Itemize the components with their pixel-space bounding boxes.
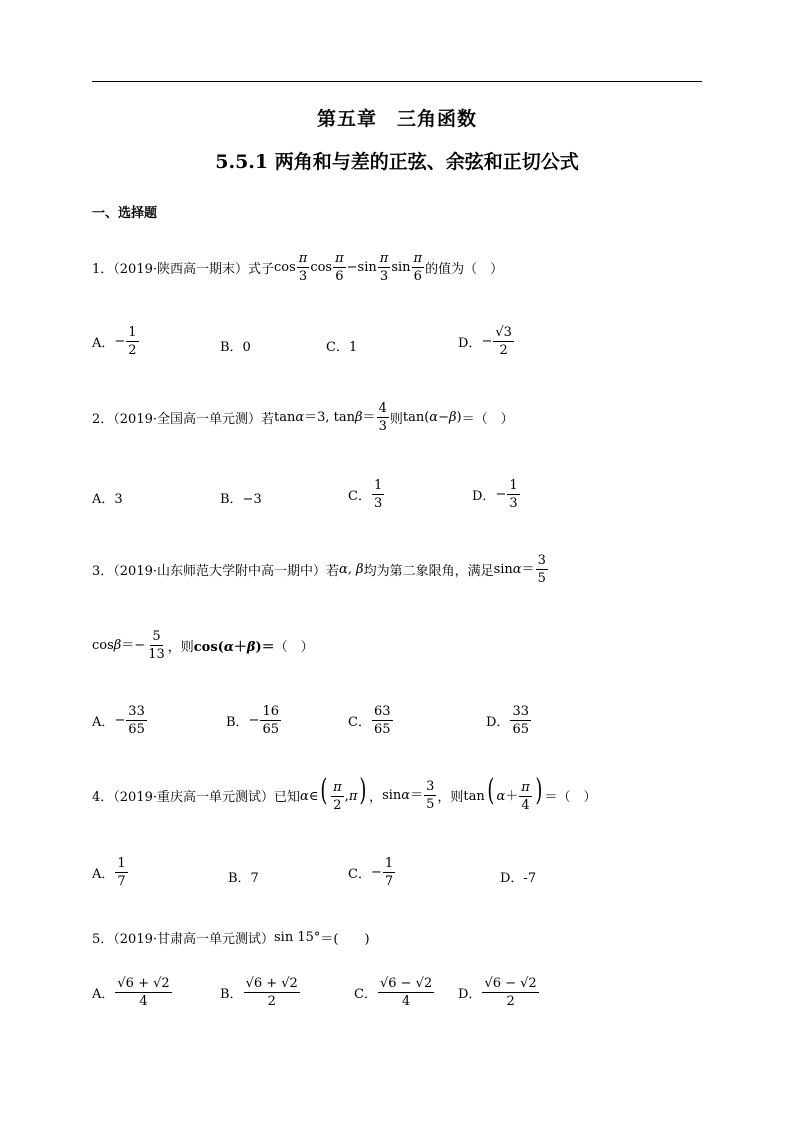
q1-suffix: 的值为（ ） bbox=[425, 262, 504, 277]
q5-option-d[interactable]: D． $\frac{√6 - √2}{2}$ bbox=[458, 976, 537, 1009]
q4-tan-expression: tan( α＋ $\frac{\pi}{4}$ ) bbox=[463, 773, 543, 813]
question-4-stem bbox=[92, 773, 597, 814]
q4-prefix: 4．（2019·重庆高一单元测试）已知 bbox=[92, 789, 300, 805]
q5-expression: sin 15° bbox=[274, 930, 321, 945]
q1-option-d[interactable]: D． − $\frac{√3}{2}$ bbox=[458, 325, 512, 358]
q4-mid-2: ，则 bbox=[437, 789, 464, 805]
q3-prefix: 3．（2019·山东师范大学附中高一期中）若 bbox=[92, 564, 339, 579]
q2-option-b[interactable]: B．−3 bbox=[220, 492, 262, 507]
section-title: 5.5.1 两角和与差的正弦、余弦和正切公式 bbox=[215, 151, 579, 173]
question-5-stem bbox=[92, 928, 370, 947]
q4-mid: ， bbox=[369, 789, 383, 805]
q4-option-a[interactable]: A． $\frac{1}{7}$ bbox=[92, 856, 126, 889]
header-rule bbox=[92, 81, 702, 82]
q2-suffix: ＝（ ） bbox=[461, 412, 514, 427]
q2-option-a[interactable]: A．3 bbox=[92, 492, 123, 507]
q1-option-b[interactable]: B．0 bbox=[220, 340, 251, 355]
q2-mid: 则 bbox=[389, 412, 403, 427]
question-2-stem bbox=[92, 400, 514, 435]
q5-option-b[interactable]: B． $\frac{√6 + √2}{2}$ bbox=[220, 976, 298, 1009]
q5-option-a[interactable]: A． $\frac{√6 + √2}{4}$ bbox=[92, 976, 170, 1009]
q3-suffix: （ ） bbox=[274, 640, 314, 655]
q3-option-a[interactable]: A． − $\frac{33}{65}$ bbox=[92, 704, 145, 737]
q2-expression: tanα＝3, tanβ＝ $\frac{4}{3}$ bbox=[274, 401, 387, 434]
q1-option-a[interactable]: A． − $\frac{1}{2}$ bbox=[92, 325, 137, 358]
q4-sin-expression: sinα＝ $\frac{3}{5}$ bbox=[382, 778, 435, 812]
q3-mid: 均为第二象限角，满足 bbox=[363, 564, 494, 579]
q4-suffix: ＝（ ） bbox=[544, 789, 597, 805]
q2-prefix: 2．（2019·全国高一单元测）若 bbox=[92, 412, 274, 427]
q3-mid-2: ，则 bbox=[167, 640, 194, 655]
q5-option-c[interactable]: C． $\frac{√6 - √2}{4}$ bbox=[354, 976, 433, 1009]
q5-prefix: 5．（2019·甘肃高一单元测试） bbox=[92, 932, 274, 947]
q2-expression-2: tan(α−β) bbox=[402, 410, 462, 425]
q1-expression: cos $\frac{\pi}{3}$ cos $\frac{\pi}{6}$ −sin $\frac{\pi}{3}$ sin $\frac{\pi}{6}$ bbox=[274, 251, 423, 284]
question-1-stem bbox=[92, 250, 503, 285]
q4-option-d[interactable]: D．-7 bbox=[500, 871, 537, 886]
part-label: 一、选择题 bbox=[92, 206, 158, 221]
q3-cos-expression: cosβ＝− $\frac{5}{13}$ bbox=[92, 629, 165, 662]
chapter-title: 第五章 三角函数 bbox=[316, 108, 477, 130]
q2-option-c[interactable]: C． $\frac{1}{3}$ bbox=[348, 478, 383, 511]
q3-vars: α, β bbox=[339, 562, 364, 577]
question-3-stem bbox=[92, 552, 549, 587]
q3-option-b[interactable]: B． − $\frac{16}{65}$ bbox=[226, 704, 280, 737]
q4-interval-expression: α∈( $\frac{\pi}{2}$ ,π) bbox=[300, 773, 367, 813]
q4-option-b[interactable]: B．7 bbox=[228, 871, 259, 886]
question-3-stem-line-2 bbox=[92, 628, 314, 663]
q3-target-expression: cos(α＋β)＝ bbox=[193, 640, 275, 655]
q2-option-d[interactable]: D． − $\frac{1}{3}$ bbox=[472, 478, 518, 511]
q1-option-c[interactable]: C．1 bbox=[326, 340, 358, 355]
q3-option-d[interactable]: D． $\frac{33}{65}$ bbox=[486, 704, 529, 737]
q1-prefix: 1．（2019·陕西高一期末）式子 bbox=[92, 262, 274, 277]
q4-option-c[interactable]: C． − $\frac{1}{7}$ bbox=[348, 856, 394, 889]
q3-sin-expression: sinα＝ $\frac{3}{5}$ bbox=[493, 553, 546, 586]
q5-suffix: ＝( ) bbox=[320, 932, 370, 947]
q3-option-c[interactable]: C． $\frac{63}{65}$ bbox=[348, 704, 391, 737]
